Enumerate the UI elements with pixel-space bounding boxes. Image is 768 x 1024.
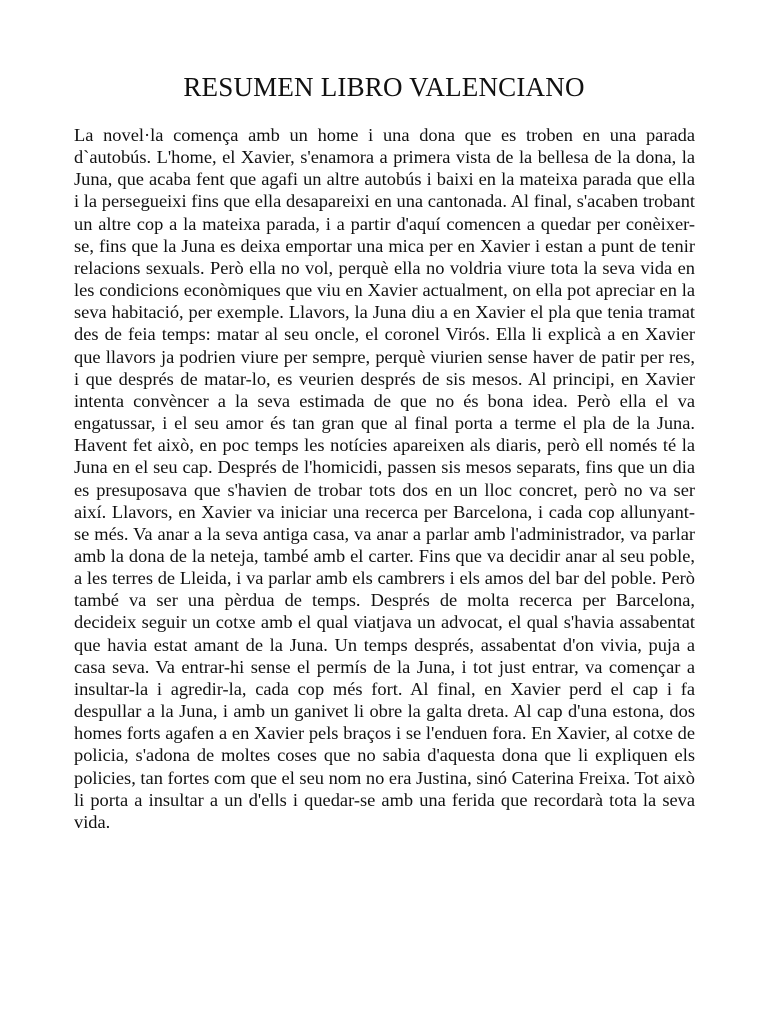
document-title: RESUMEN LIBRO VALENCIANO bbox=[183, 72, 585, 102]
document-body-paragraph: La novel·la comença amb un home i una dona que es troben en una parada d`autobús. L'home, el Xavier, s'enamora a primera vista de la bellesa de la dona, la Juna, que acaba fent que agafi un altre autobús i baixi en la mateixa parada que ella i la persegueixi fins que ella desapareixi en una cantonada. Al final, s'acaben trobant un altre cop a la mateixa parada, i a partir d'aquí comencen a quedar per conèixer-se, fins que la Juna es deixa emportar una mica per en Xavier i estan a punt de tenir relacions sexuals. Però ella no vol, perquè ella no voldria viure tota la seva vida en les condicions econòmiques que viu en Xavier actualment, on ella pot apreciar en la seva habitació, per exemple. Llavors, la Juna diu a en Xavier el pla que tenia tramat des de feia temps: matar al seu oncle, el coronel Virós. Ella li explicà a en Xavier que llavors ja podrien viure per sempre, perquè viurien sense haver de patir per res, i que després de matar-lo, es veurien després de sis mesos. Al principi, en Xavier intenta convèncer a la seva estimada de que no és bona idea. Però ella el va engatussar, i el seu amor és tan gran que al final porta a terme el pla de la Juna. Havent fet això, en poc temps les notícies apareixen als diaris, però ell només té la Juna en el seu cap. Després de l'homicidi, passen sis mesos separats, fins que un dia es presuposava que s'havien de trobar tots dos en un lloc concret, però no va ser així. Llavors, en Xavier va iniciar una recerca per Barcelona, i cada cop allunyant-se més. Va anar a la seva antiga casa, va anar a parlar amb l'administrador, va parlar amb la dona de la neteja, també amb el carter. Fins que va decidir anar al seu poble, a les terres de Lleida, i va parlar amb els cambrers i els amos del bar del poble. Però també va ser una pèrdua de temps. Després de molta recerca per Barcelona, decideix seguir un cotxe amb el qual viatjava un advocat, el qual s'havia assabentat que havia estat amant de la Juna. Un temps després, assabentat d'on vivia, puja a casa seva. Va entrar-hi sense el permís de la Juna, i tot just entrar, va començar a insultar-la i agredir-la, cada cop més fort. Al final, en Xavier perd el cap i fa despullar a la Juna, i amb un ganivet li obre la galta dreta. Al cap d'una estona, dos homes forts agafen a en Xavier pels braços i se l'enduen fora. En Xavier, al cotxe de policia, s'adona de moltes coses que no sabia d'aquesta dona que li expliquen els policies, tan fortes com que el seu nom no era Justina, sinó Caterina Freixa. Tot això li porta a insultar a un d'ells i quedar-se amb una ferida que recordarà tota la seva vida. bbox=[74, 125, 695, 832]
